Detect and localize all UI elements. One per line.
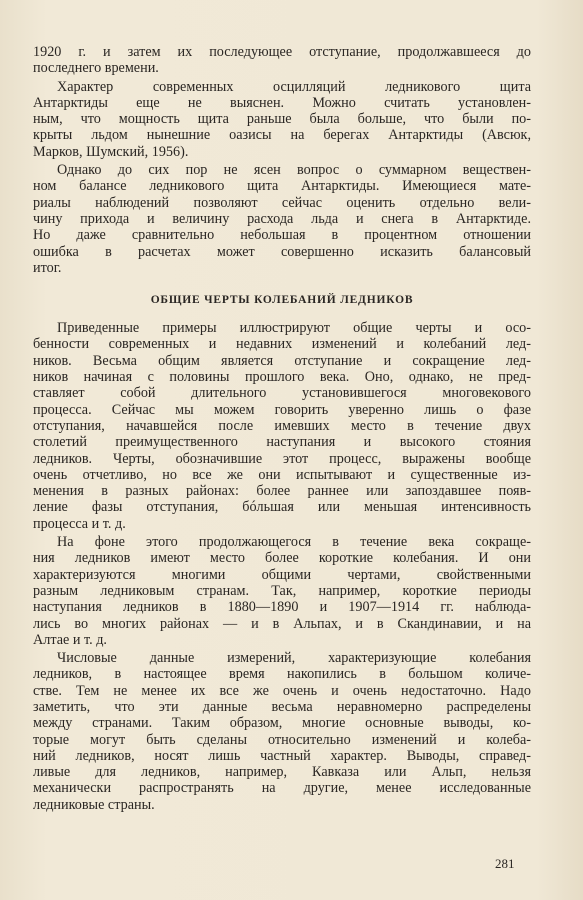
paragraph [33, 79, 531, 160]
text-line: чину прихода и величину расхода льда и снега в Антарктиде. [33, 210, 531, 227]
text-line: ний ледников, носят лишь частный характер. Выводы, справед- [33, 747, 531, 764]
paragraph [33, 534, 531, 648]
text-line: очень отчетливо, но все же они испытывают и существенные из- [33, 466, 531, 483]
text-line: процесса и т. д. [33, 515, 126, 532]
text-line: ледников. Черты, обозначившие этот процесс, выражены вообще [33, 450, 531, 467]
text-line: механически распространять на другие, менее исследованные [33, 780, 531, 797]
text-line: между странами. Таким образом, многие основные выводы, ко- [33, 715, 531, 732]
text-line: торые могут быть сделаны относительно изменений и колеба- [33, 731, 531, 748]
paragraph [33, 44, 531, 77]
text-line: ставляет собой длительного установившегося многовекового [33, 385, 531, 402]
text-line: ледников, в настоящее время накопились в большом количе- [33, 666, 531, 683]
section-before-heading [33, 44, 531, 278]
paragraph [33, 162, 531, 276]
text-line: Но даже сравнительно небольшая в процентном отношении [33, 227, 531, 244]
text-line: риалы наблюдений позволяют сейчас оценить отдельно вели- [33, 194, 531, 211]
paragraph [33, 320, 531, 532]
text-line: наступания ледников в 1880—1890 и 1907—1914 гг. наблюда- [33, 599, 531, 616]
text-line: лись во многих районах — и в Альпах, и в Скандинавии, и на [33, 615, 531, 632]
text-line: Однако до сих пор не ясен вопрос о суммарном веществен- [57, 162, 531, 179]
text-line: ошибка в расчетах может совершенно исказить балансовый [33, 243, 531, 260]
text-line: Антарктиды еще не выяснен. Можно считать установлен- [33, 94, 531, 111]
text-line: менения в разных районах: более раннее или запоздавшее появ- [33, 483, 531, 500]
text-line: ников. Весьма общим является отступание и сокращение лед- [33, 352, 531, 369]
text-line: ния ледников имеют место более короткие колебания. И они [33, 550, 531, 567]
page-number: 281 [495, 856, 515, 871]
text-line: ников начиная с половины прошлого века. Оно, однако, не пред- [33, 369, 531, 386]
text-line: стве. Тем не менее их все же очень и очень недостаточно. Надо [33, 682, 531, 699]
text-line: характеризуются многими общими чертами, свойственными [33, 566, 531, 583]
text-line: отступания, начавшейся после имевших место в течение двух [33, 417, 531, 434]
section-after-heading [33, 320, 531, 815]
text-line: На фоне этого продолжающегося в течение века сокраще- [57, 534, 531, 551]
text-line: Числовые данные измерений, характеризующие колебания [57, 650, 531, 667]
text-line: Характер современных осцилляций ледникового щита [57, 78, 531, 95]
text-line: итог. [33, 259, 62, 276]
text-line: процесса. Сейчас мы можем говорить уверенно лишь о фазе [33, 401, 531, 418]
text-line: ном балансе ледникового щита Антарктиды. Имеющиеся мате- [33, 178, 531, 195]
text-line: ливые для ледников, например, Кавказа или Альп, нельзя [33, 764, 531, 781]
text-line: заметить, что эти данные весьма неравномерно распределены [33, 698, 531, 715]
text-line: крыты льдом нынешние оазисы на берегах Антарктиды (Авсюк, [33, 127, 531, 144]
text-line: бенности современных и недавних изменений и колебаний лед- [33, 336, 531, 353]
text-line: Марков, Шумский, 1956). [33, 143, 189, 160]
text-line: Алтае и т. д. [33, 631, 107, 648]
text-line: последнего времени. [33, 60, 159, 77]
text-line: ным, что мощность щита раньше была больше, что были по- [33, 111, 531, 128]
page-body [33, 44, 531, 815]
text-line: ледниковые страны. [33, 796, 155, 813]
paragraph [33, 650, 531, 813]
section-heading: ОБЩИЕ ЧЕРТЫ КОЛЕБАНИЙ ЛЕДНИКОВ [150, 294, 414, 307]
text-line: Приведенные примеры иллюстрируют общие черты и осо- [57, 320, 531, 337]
text-line: разным ледниковым странам. Так, например, короткие периоды [33, 582, 531, 599]
text-line: ление фазы отступания, бóльшая или меньшая интенсивность [33, 499, 531, 516]
text-line: 1920 г. и затем их последующее отступание, продолжавшееся до [33, 44, 531, 60]
text-line: столетий преимущественного наступания и высокого стояния [33, 434, 531, 451]
